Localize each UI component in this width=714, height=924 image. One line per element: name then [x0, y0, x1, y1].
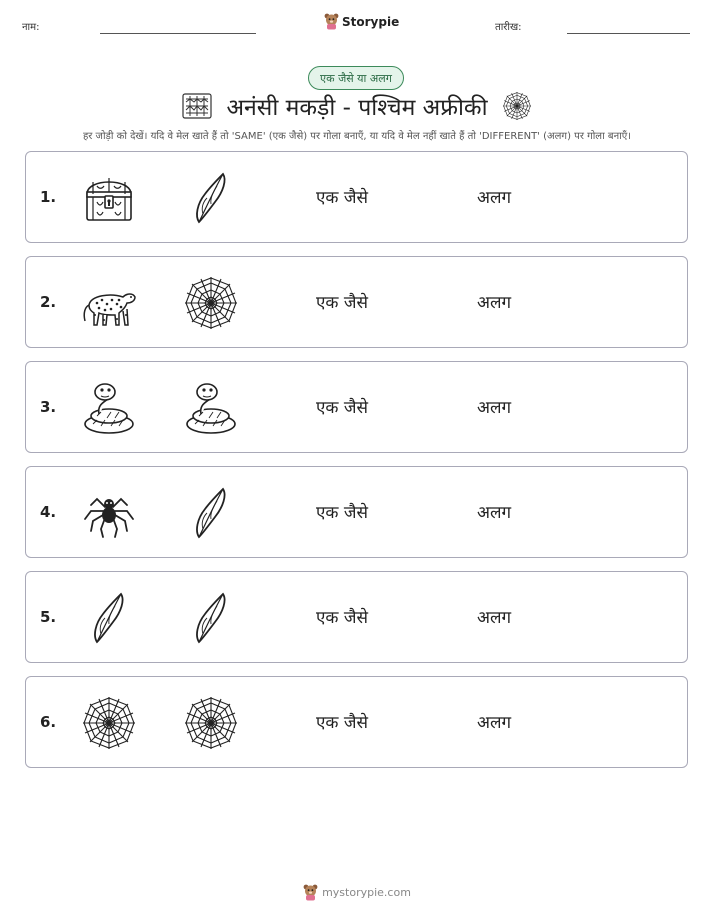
page-title: अनंसी मकड़ी - पश्चिम अफ्रीकी: [226, 95, 488, 121]
match-row-4: [25, 466, 688, 558]
match-row-1: [25, 151, 688, 243]
name-label: नाम:: [22, 22, 40, 33]
match-row-5: [25, 571, 688, 663]
feather-icon: [183, 485, 239, 541]
different-option[interactable]: अलग: [477, 293, 512, 313]
instructions: हर जोड़ी को देखें। यदि वे मेल खाते हैं तो 'SAME' (एक जैसे) पर गोला बनाएँ, या यदि वे मेल नहीं खाते हैं तो 'DIFFERENT' (अलग) पर गोला बनाएँ।: [82, 131, 632, 142]
different-option[interactable]: अलग: [477, 188, 512, 208]
feather-icon: [183, 590, 239, 646]
match-row-3: [25, 361, 688, 453]
footer: [0, 884, 714, 901]
footer-url[interactable]: mystorypie.com: [322, 886, 411, 899]
same-option[interactable]: एक जैसे: [316, 608, 368, 628]
date-label: तारीख:: [495, 22, 522, 33]
feather-icon: [81, 590, 137, 646]
bear-icon: [324, 13, 339, 30]
different-option[interactable]: अलग: [477, 713, 512, 733]
same-option[interactable]: एक जैसे: [316, 713, 368, 733]
different-option[interactable]: अलग: [477, 608, 512, 628]
same-option[interactable]: एक जैसे: [316, 293, 368, 313]
title-row: [0, 88, 714, 124]
row-number: 4.: [40, 503, 57, 521]
bear-icon: [303, 884, 318, 901]
row-number: 6.: [40, 713, 57, 731]
same-option[interactable]: एक जैसे: [316, 188, 368, 208]
feather-icon: [183, 170, 239, 226]
name-field-line[interactable]: [100, 33, 256, 34]
different-option[interactable]: अलग: [477, 503, 512, 523]
match-row-2: [25, 256, 688, 348]
row-number: 3.: [40, 398, 57, 416]
brand-logo: [324, 13, 399, 30]
spider-web-icon: [183, 275, 239, 331]
spider-icon: [81, 485, 137, 541]
brand-name: Storypie: [342, 14, 400, 29]
treasure-chest-icon: [81, 170, 137, 226]
same-option[interactable]: एक जैसे: [316, 398, 368, 418]
different-option[interactable]: अलग: [477, 398, 512, 418]
match-row-6: [25, 676, 688, 768]
date-field-line[interactable]: [567, 33, 690, 34]
row-number: 2.: [40, 293, 57, 311]
spider-web-icon: [502, 91, 532, 121]
spider-web-icon: [81, 695, 137, 751]
row-number: 1.: [40, 188, 57, 206]
snake-icon: [183, 380, 239, 436]
row-number: 5.: [40, 608, 57, 626]
activity-badge: एक जैसे या अलग: [308, 66, 404, 90]
same-option[interactable]: एक जैसे: [316, 503, 368, 523]
snake-icon: [81, 380, 137, 436]
kente-pattern-icon: [182, 93, 212, 119]
leopard-icon: [81, 275, 137, 331]
spider-web-icon: [183, 695, 239, 751]
